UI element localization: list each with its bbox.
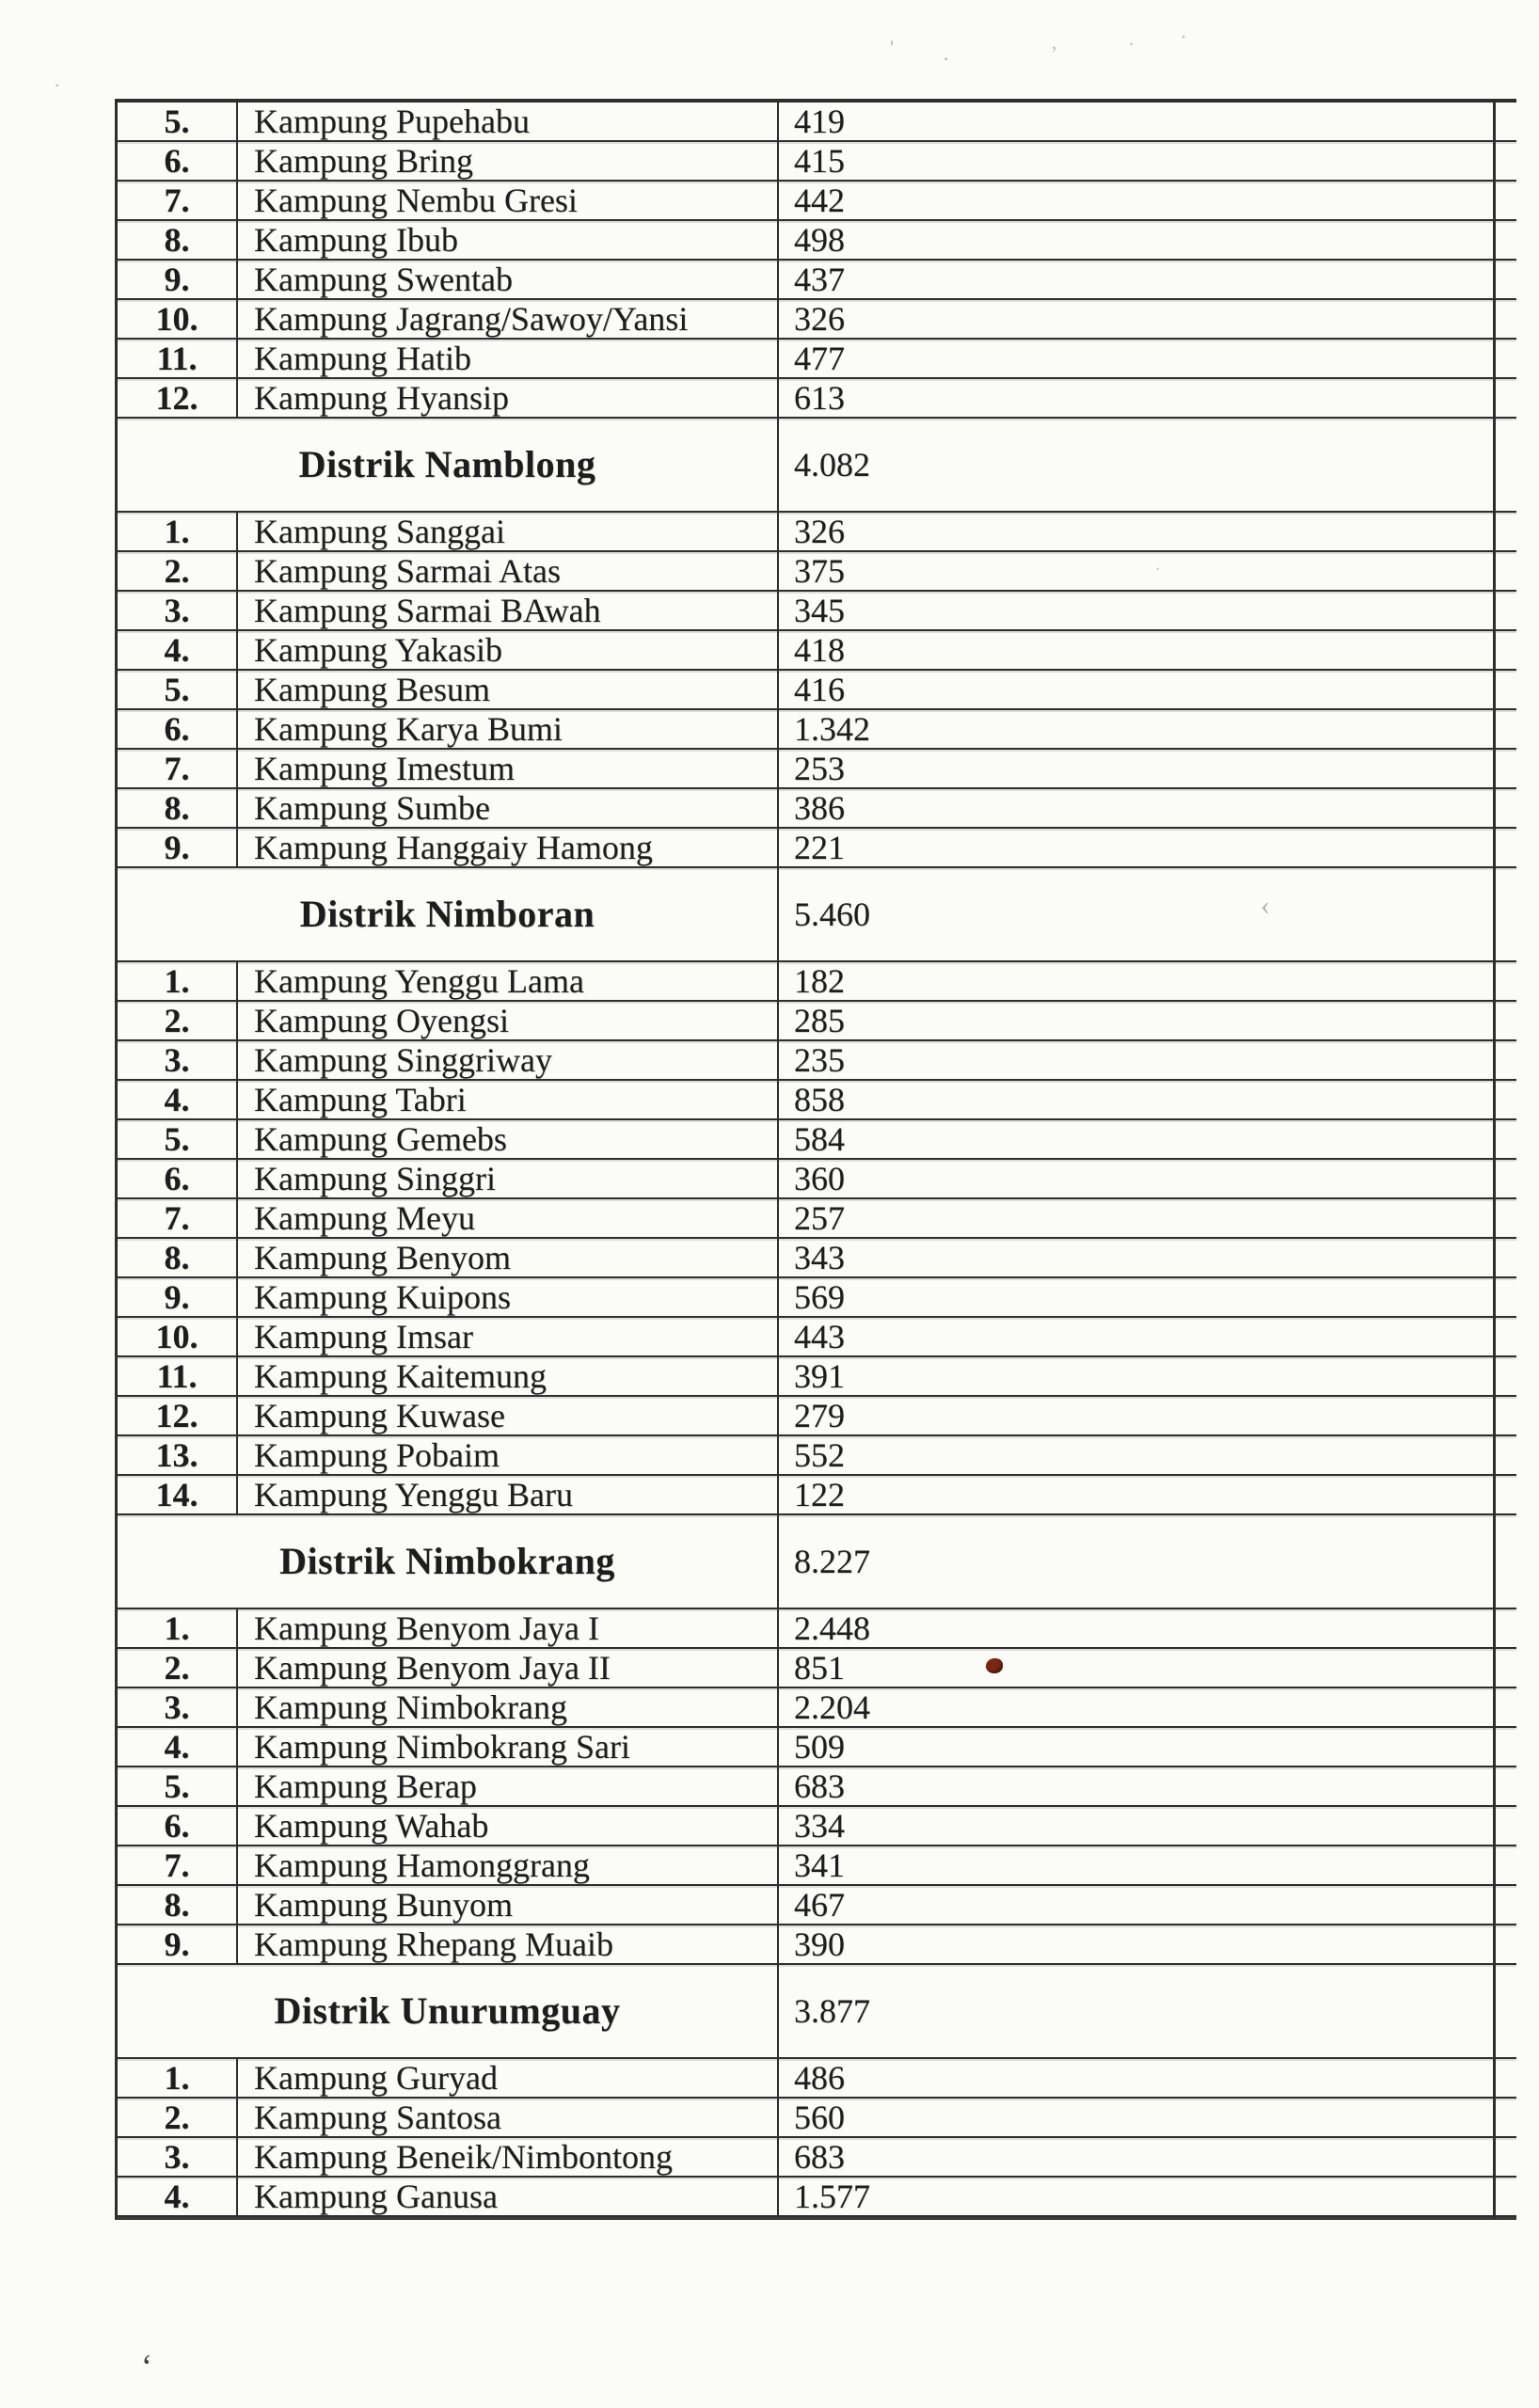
- population-value-cell: 509: [794, 1728, 845, 1766]
- scan-speck: .: [1155, 551, 1161, 575]
- village-population-table: [115, 99, 1516, 2220]
- village-name-cell: Kampung Oyengsi: [238, 1002, 779, 1039]
- table-row: [118, 710, 1516, 750]
- population-value-cell: 416: [794, 671, 845, 708]
- row-number-cell: 11.: [118, 1357, 238, 1395]
- scan-speck: ': [890, 36, 894, 59]
- table-row: [118, 1886, 1516, 1925]
- table-row: [118, 2099, 1516, 2138]
- population-value-cell: 375: [794, 552, 845, 590]
- row-number-cell: 1.: [118, 2059, 238, 2097]
- village-name-cell: Kampung Ibub: [238, 221, 779, 259]
- row-number-cell: 13.: [118, 1436, 238, 1474]
- table-row: [118, 2059, 1516, 2099]
- row-number-cell: 12.: [118, 1397, 238, 1434]
- district-header-row: [118, 1965, 1516, 2059]
- population-value-cell: 443: [794, 1318, 845, 1355]
- table-row: [118, 2178, 1516, 2217]
- village-name-cell: Kampung Karya Bumi: [238, 710, 779, 748]
- row-number-cell: 2.: [118, 1649, 238, 1687]
- village-name-cell: Kampung Santosa: [238, 2099, 779, 2136]
- scan-speck: ‘: [141, 2348, 152, 2385]
- row-number-cell: 4.: [118, 1728, 238, 1766]
- row-number-cell: 7.: [118, 750, 238, 787]
- population-value-cell: 257: [794, 1199, 845, 1237]
- village-name-cell: Kampung Sanggai: [238, 513, 779, 550]
- row-number-cell: 12.: [118, 379, 238, 417]
- village-name-cell: Kampung Swentab: [238, 261, 779, 298]
- village-name-cell: Kampung Nembu Gresi: [238, 182, 779, 219]
- population-value-cell: 326: [794, 513, 845, 550]
- population-value-cell: 390: [794, 1925, 845, 1963]
- village-name-cell: Kampung Pobaim: [238, 1436, 779, 1474]
- population-value-cell: 341: [794, 1846, 845, 1884]
- population-value-cell: 683: [794, 2138, 845, 2176]
- population-value-cell: 477: [794, 340, 845, 377]
- village-name-cell: Kampung Ganusa: [238, 2178, 779, 2215]
- village-name-cell: Kampung Sarmai BAwah: [238, 592, 779, 629]
- village-name-cell: Kampung Benyom Jaya II: [238, 1649, 779, 1687]
- village-name-cell: Kampung Hatib: [238, 340, 779, 377]
- scan-speck: ‹: [1261, 890, 1270, 921]
- row-number-cell: 11.: [118, 340, 238, 377]
- village-name-cell: Kampung Besum: [238, 671, 779, 708]
- population-value-cell: 386: [794, 789, 845, 827]
- population-value-cell: 851: [794, 1649, 845, 1687]
- table-row: [118, 1846, 1516, 1886]
- row-number-cell: 9.: [118, 1925, 238, 1963]
- row-number-cell: 7.: [118, 1846, 238, 1884]
- district-name-cell: Distrik Nimboran: [118, 868, 779, 960]
- table-row: [118, 103, 1516, 142]
- village-name-cell: Kampung Pupehabu: [238, 103, 779, 140]
- population-value-cell: 613: [794, 379, 845, 417]
- table-row: [118, 1688, 1516, 1728]
- row-number-cell: 6.: [118, 710, 238, 748]
- district-name-cell: Distrik Unurumguay: [118, 1965, 779, 2057]
- district-total-cell: 4.082: [794, 446, 870, 483]
- table-row: [118, 1357, 1516, 1397]
- district-total-cell: 3.877: [794, 1992, 870, 2030]
- row-number-cell: 6.: [118, 1807, 238, 1845]
- population-value-cell: 683: [794, 1767, 845, 1805]
- row-number-cell: 1.: [118, 513, 238, 550]
- population-value-cell: 221: [794, 829, 845, 866]
- row-number-cell: 5.: [118, 671, 238, 708]
- table-row: [118, 1120, 1516, 1160]
- table-row: [118, 513, 1516, 552]
- table-row: [118, 1925, 1516, 1965]
- row-number-cell: 1.: [118, 962, 238, 1000]
- village-name-cell: Kampung Beneik/Nimbontong: [238, 2138, 779, 2176]
- population-value-cell: 486: [794, 2059, 845, 2097]
- village-name-cell: Kampung Sumbe: [238, 789, 779, 827]
- village-name-cell: Kampung Kuwase: [238, 1397, 779, 1434]
- population-value-cell: 391: [794, 1357, 845, 1395]
- village-name-cell: Kampung Rhepang Muaib: [238, 1925, 779, 1963]
- village-name-cell: Kampung Meyu: [238, 1199, 779, 1237]
- population-value-cell: 419: [794, 103, 845, 140]
- village-name-cell: Kampung Singgriway: [238, 1041, 779, 1079]
- scan-speck: ·: [1180, 25, 1187, 50]
- row-number-cell: 3.: [118, 1041, 238, 1079]
- population-value-cell: 122: [794, 1476, 845, 1513]
- table-row: [118, 1436, 1516, 1476]
- village-name-cell: Kampung Kuipons: [238, 1278, 779, 1316]
- population-value-cell: 569: [794, 1278, 845, 1316]
- table-row: [118, 1767, 1516, 1807]
- district-header-row: [118, 1515, 1516, 1609]
- row-number-cell: 2.: [118, 2099, 238, 2136]
- village-name-cell: Kampung Nimbokrang: [238, 1688, 779, 1726]
- table-row: [118, 142, 1516, 182]
- village-name-cell: Kampung Hanggaiy Hamong: [238, 829, 779, 866]
- row-number-cell: 8.: [118, 221, 238, 259]
- table-row: [118, 1609, 1516, 1649]
- village-name-cell: Kampung Bunyom: [238, 1886, 779, 1924]
- table-row: [118, 1278, 1516, 1318]
- population-value-cell: 415: [794, 142, 845, 180]
- scan-speck: .: [1129, 26, 1134, 50]
- row-number-cell: 5.: [118, 103, 238, 140]
- population-value-cell: 2.204: [794, 1688, 870, 1726]
- village-name-cell: Kampung Singgri: [238, 1160, 779, 1197]
- population-value-cell: 326: [794, 300, 845, 338]
- village-name-cell: Kampung Yakasib: [238, 631, 779, 669]
- row-number-cell: 8.: [118, 1886, 238, 1924]
- scan-speck: .: [55, 68, 60, 91]
- population-value-cell: 343: [794, 1239, 845, 1276]
- scan-speck: .: [944, 41, 949, 65]
- table-row: [118, 1160, 1516, 1199]
- row-number-cell: 3.: [118, 1688, 238, 1726]
- row-number-cell: 3.: [118, 2138, 238, 2176]
- row-number-cell: 9.: [118, 261, 238, 298]
- village-name-cell: Kampung Berap: [238, 1767, 779, 1805]
- row-number-cell: 4.: [118, 631, 238, 669]
- village-name-cell: Kampung Hamonggrang: [238, 1846, 779, 1884]
- population-value-cell: 235: [794, 1041, 845, 1079]
- row-number-cell: 2.: [118, 552, 238, 590]
- row-number-cell: 10.: [118, 1318, 238, 1355]
- table-right-border: [1493, 99, 1496, 2220]
- table-row: [118, 1041, 1516, 1081]
- village-name-cell: Kampung Tabri: [238, 1081, 779, 1118]
- table-row: [118, 1199, 1516, 1239]
- table-row: [118, 1397, 1516, 1436]
- population-value-cell: 467: [794, 1886, 845, 1924]
- population-value-cell: 442: [794, 182, 845, 219]
- village-name-cell: Kampung Yenggu Baru: [238, 1476, 779, 1513]
- district-header-row: [118, 419, 1516, 513]
- table-row: [118, 221, 1516, 261]
- table-row: [118, 962, 1516, 1002]
- village-name-cell: Kampung Nimbokrang Sari: [238, 1728, 779, 1766]
- table-row: [118, 1807, 1516, 1846]
- village-name-cell: Kampung Gemebs: [238, 1120, 779, 1158]
- table-row: [118, 592, 1516, 631]
- village-name-cell: Kampung Bring: [238, 142, 779, 180]
- population-value-cell: 345: [794, 592, 845, 629]
- population-value-cell: 1.577: [794, 2178, 870, 2215]
- village-name-cell: Kampung Guryad: [238, 2059, 779, 2097]
- table-row: [118, 1002, 1516, 1041]
- population-value-cell: 437: [794, 261, 845, 298]
- table-row: [118, 552, 1516, 592]
- row-number-cell: 7.: [118, 182, 238, 219]
- row-number-cell: 7.: [118, 1199, 238, 1237]
- table-row: [118, 1649, 1516, 1688]
- row-number-cell: 8.: [118, 789, 238, 827]
- village-name-cell: Kampung Kaitemung: [238, 1357, 779, 1395]
- table-row: [118, 2138, 1516, 2178]
- table-row: [118, 671, 1516, 710]
- village-name-cell: Kampung Imsar: [238, 1318, 779, 1355]
- population-value-cell: 560: [794, 2099, 845, 2136]
- population-value-cell: 285: [794, 1002, 845, 1039]
- table-row: [118, 631, 1516, 671]
- row-number-cell: 4.: [118, 1081, 238, 1118]
- population-value-cell: 360: [794, 1160, 845, 1197]
- row-number-cell: 8.: [118, 1239, 238, 1276]
- village-name-cell: Kampung Benyom Jaya I: [238, 1609, 779, 1647]
- village-name-cell: Kampung Imestum: [238, 750, 779, 787]
- table-row: [118, 300, 1516, 340]
- population-value-cell: 584: [794, 1120, 845, 1158]
- table-row: [118, 789, 1516, 829]
- row-number-cell: 9.: [118, 1278, 238, 1316]
- population-value-cell: 334: [794, 1807, 845, 1845]
- district-name-cell: Distrik Namblong: [118, 419, 779, 511]
- table-row: [118, 182, 1516, 221]
- village-name-cell: Kampung Sarmai Atas: [238, 552, 779, 590]
- table-row: [118, 1728, 1516, 1767]
- population-value-cell: 253: [794, 750, 845, 787]
- row-number-cell: 14.: [118, 1476, 238, 1513]
- population-value-cell: 418: [794, 631, 845, 669]
- table-row: [118, 750, 1516, 789]
- village-name-cell: Kampung Jagrang/Sawoy/Yansi: [238, 300, 779, 338]
- row-number-cell: 9.: [118, 829, 238, 866]
- village-name-cell: Kampung Yenggu Lama: [238, 962, 779, 1000]
- table-row: [118, 340, 1516, 379]
- row-number-cell: 6.: [118, 1160, 238, 1197]
- population-value-cell: 552: [794, 1436, 845, 1474]
- row-number-cell: 5.: [118, 1120, 238, 1158]
- population-value-cell: 2.448: [794, 1609, 870, 1647]
- population-value-cell: 182: [794, 962, 845, 1000]
- red-ink-dot: [986, 1658, 1003, 1673]
- table-row: [118, 379, 1516, 419]
- row-number-cell: 3.: [118, 592, 238, 629]
- district-total-cell: 8.227: [794, 1543, 870, 1580]
- district-name-cell: Distrik Nimbokrang: [118, 1515, 779, 1608]
- table-row: [118, 1081, 1516, 1120]
- population-value-cell: 498: [794, 221, 845, 259]
- table-row: [118, 1476, 1516, 1515]
- district-total-cell: 5.460: [794, 895, 870, 933]
- table-row: [118, 829, 1516, 868]
- row-number-cell: 6.: [118, 142, 238, 180]
- table-row: [118, 261, 1516, 300]
- population-value-cell: 1.342: [794, 710, 870, 748]
- village-name-cell: Kampung Wahab: [238, 1807, 779, 1845]
- row-number-cell: 1.: [118, 1609, 238, 1647]
- table-row: [118, 1239, 1516, 1278]
- village-name-cell: Kampung Hyansip: [238, 379, 779, 417]
- table-row: [118, 1318, 1516, 1357]
- population-value-cell: 279: [794, 1397, 845, 1434]
- scan-speck: ,: [1052, 30, 1057, 54]
- village-name-cell: Kampung Benyom: [238, 1239, 779, 1276]
- district-header-row: [118, 868, 1516, 962]
- row-number-cell: 5.: [118, 1767, 238, 1805]
- population-value-cell: 858: [794, 1081, 845, 1118]
- row-number-cell: 2.: [118, 1002, 238, 1039]
- row-number-cell: 4.: [118, 2178, 238, 2215]
- row-number-cell: 10.: [118, 300, 238, 338]
